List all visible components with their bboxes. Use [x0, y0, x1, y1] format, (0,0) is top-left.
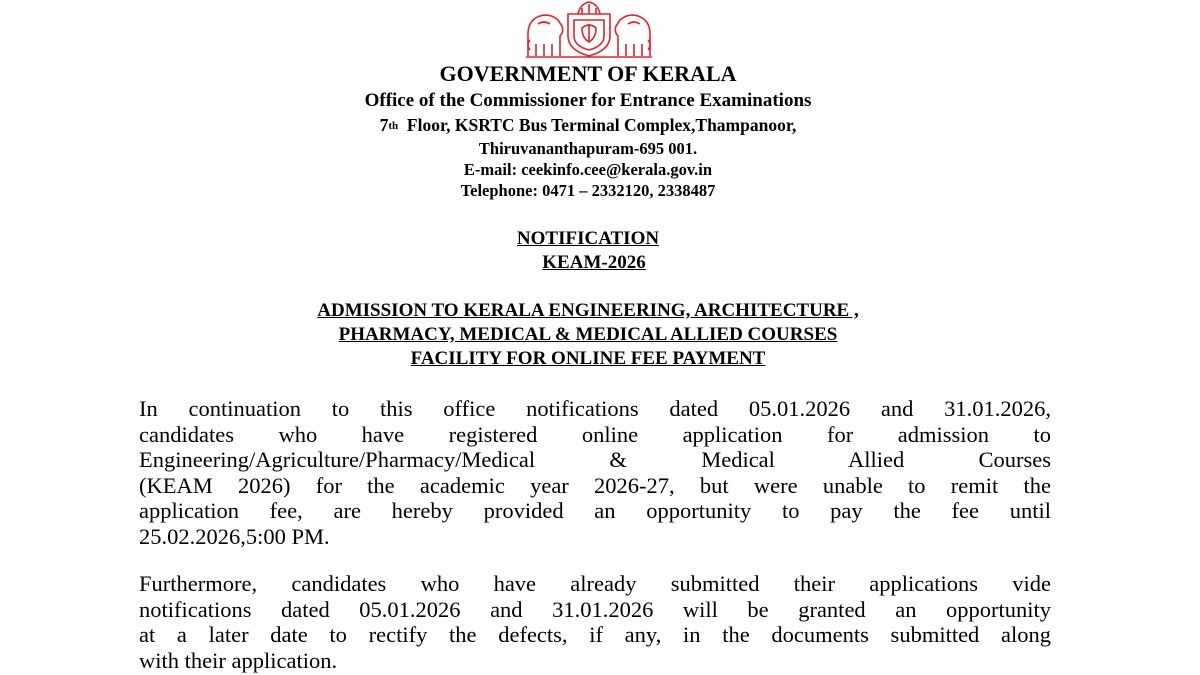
city-line: Thiruvananthapuram-695 001.	[478, 139, 698, 158]
floor-suffix: th	[388, 120, 399, 132]
floor-number: 7	[379, 115, 389, 135]
notification-title: NOTIFICATION	[516, 228, 660, 249]
paragraph-line: with their application.	[139, 647, 338, 673]
paragraph-line: notifications dated 05.01.2026 and 31.01.2026 will be granted an opportunity	[139, 596, 1051, 622]
body-paragraph-2	[139, 571, 1051, 673]
email-line: E-mail: ceekinfo.cee@kerala.gov.in	[463, 160, 713, 179]
paragraph-line: Furthermore, candidates who have already submitted their applications vide	[139, 571, 1051, 596]
paragraph-line: 25.02.2026,5:00 PM.	[139, 523, 330, 549]
paragraph-line: candidates who have registered online application for admission to	[139, 421, 1051, 447]
paragraph-line: (KEAM 2026) for the academic year 2026-27, but were unable to remit the	[139, 472, 1051, 498]
notification-code: KEAM-2026	[542, 252, 646, 273]
paragraph-line: In continuation to this office notifications dated 05.01.2026 and 31.01.2026,	[139, 396, 1051, 421]
subject-line-3: FACILITY FOR ONLINE FEE PAYMENT	[410, 348, 766, 369]
telephone-line: Telephone: 0471 – 2332120, 2338487	[460, 181, 716, 200]
address-text: Floor, KSRTC Bus Terminal Complex,Thampanoor,	[406, 115, 797, 135]
office-name: Office of the Commissioner for Entrance Examinations	[364, 90, 812, 111]
kerala-emblem-icon	[524, 0, 654, 58]
paragraph-line: application fee, are hereby provided an opportunity to pay the fee until	[139, 498, 1051, 523]
body-paragraph-1	[139, 396, 1051, 549]
subject-line-1: ADMISSION TO KERALA ENGINEERING, ARCHITECTURE ,	[317, 300, 859, 321]
government-title: GOVERNMENT OF KERALA	[439, 61, 737, 86]
paragraph-line: Engineering/Agriculture/Pharmacy/Medical & Medical Allied Courses	[139, 447, 1051, 472]
paragraph-line: at a later date to rectify the defects, if any, in the documents submitted along	[139, 622, 1051, 647]
address-line	[0, 115, 1176, 136]
subject-line-2: PHARMACY, MEDICAL & MEDICAL ALLIED COURSES	[338, 324, 838, 345]
